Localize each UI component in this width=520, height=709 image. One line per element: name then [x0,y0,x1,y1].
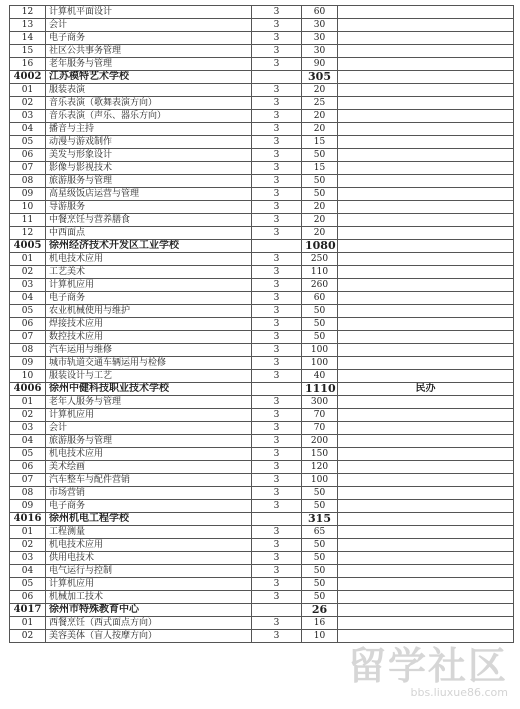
remark [338,357,514,370]
enrollment-quota: 20 [302,110,338,123]
major-name: 服装设计与工艺 [46,370,252,383]
study-years: 3 [252,292,302,305]
remark [338,175,514,188]
table-row [10,123,514,136]
major-code: 06 [10,591,46,604]
study-years: 3 [252,539,302,552]
remark [338,253,514,266]
major-name: 中西面点 [46,227,252,240]
school-row [10,513,514,526]
major-code: 03 [10,110,46,123]
remark [338,110,514,123]
enrollment-quota: 120 [302,461,338,474]
remark [338,578,514,591]
enrollment-quota: 60 [302,292,338,305]
major-code: 05 [10,136,46,149]
major-code: 10 [10,201,46,214]
major-code: 06 [10,149,46,162]
table-row [10,305,514,318]
study-years: 3 [252,565,302,578]
remark [338,305,514,318]
major-code: 01 [10,396,46,409]
remark [338,474,514,487]
table-row [10,292,514,305]
remark [338,487,514,500]
major-code: 01 [10,84,46,97]
major-name: 供用电技术 [46,552,252,565]
major-code: 07 [10,474,46,487]
remark [338,552,514,565]
study-years: 3 [252,253,302,266]
table-row [10,630,514,643]
remark [338,97,514,110]
study-years: 3 [252,344,302,357]
enrollment-quota: 65 [302,526,338,539]
major-code: 03 [10,422,46,435]
enrollment-quota: 20 [302,84,338,97]
major-name: 美发与形象设计 [46,149,252,162]
school-name: 徐州机电工程学校 [46,513,252,526]
major-name: 高星级饭店运营与管理 [46,188,252,201]
school-row [10,240,514,253]
remark: 民办 [338,383,514,396]
enrollment-quota: 15 [302,162,338,175]
major-code: 02 [10,409,46,422]
major-code: 07 [10,162,46,175]
study-years: 3 [252,552,302,565]
major-name: 城市轨道交通车辆运用与检修 [46,357,252,370]
study-years: 3 [252,526,302,539]
remark [338,279,514,292]
table-row [10,487,514,500]
major-name: 计算机应用 [46,409,252,422]
watermark [348,635,508,699]
remark [338,617,514,630]
remark [338,630,514,643]
table-row [10,162,514,175]
major-code: 16 [10,58,46,71]
major-name: 计算机应用 [46,279,252,292]
major-name: 音乐表演（声乐、器乐方向） [46,110,252,123]
major-name: 旅游服务与管理 [46,175,252,188]
study-years: 3 [252,487,302,500]
study-years: 3 [252,6,302,19]
table-body [10,6,514,643]
table-row [10,19,514,32]
study-years: 3 [252,162,302,175]
table-row [10,565,514,578]
major-name: 中餐烹饪与营养膳食 [46,214,252,227]
major-code: 02 [10,539,46,552]
major-name: 会计 [46,19,252,32]
major-name: 电气运行与控制 [46,565,252,578]
major-code: 02 [10,266,46,279]
study-years [252,240,302,253]
school-name: 江苏模特艺术学校 [46,71,252,84]
table-row [10,201,514,214]
study-years: 3 [252,305,302,318]
major-name: 导游服务 [46,201,252,214]
major-code: 01 [10,617,46,630]
table-row [10,279,514,292]
study-years: 3 [252,84,302,97]
enrollment-quota: 50 [302,188,338,201]
major-code: 15 [10,45,46,58]
enrollment-quota: 50 [302,539,338,552]
remark [338,123,514,136]
enrollment-quota: 50 [302,175,338,188]
major-name: 美术绘画 [46,461,252,474]
major-name: 计算机应用 [46,578,252,591]
remark [338,266,514,279]
remark [338,149,514,162]
study-years: 3 [252,461,302,474]
study-years [252,71,302,84]
enrollment-quota: 260 [302,279,338,292]
table-row [10,318,514,331]
school-code: 4017 [10,604,46,617]
school-code: 4005 [10,240,46,253]
table-row [10,370,514,383]
major-code: 03 [10,552,46,565]
study-years: 3 [252,123,302,136]
remark [338,591,514,604]
enrollment-quota: 110 [302,266,338,279]
enrollment-quota: 20 [302,123,338,136]
major-name: 机电技术应用 [46,448,252,461]
remark [338,240,514,253]
enrollment-quota: 30 [302,45,338,58]
study-years: 3 [252,58,302,71]
enrollment-quota: 1110 [302,383,338,396]
enrollment-quota: 25 [302,97,338,110]
remark [338,71,514,84]
major-code: 04 [10,435,46,448]
table-row [10,435,514,448]
major-name: 影像与影视技术 [46,162,252,175]
major-code: 04 [10,123,46,136]
table-row [10,214,514,227]
major-name: 动漫与游戏制作 [46,136,252,149]
table-row [10,422,514,435]
study-years: 3 [252,32,302,45]
remark [338,162,514,175]
remark [338,136,514,149]
enrollment-quota: 20 [302,201,338,214]
remark [338,201,514,214]
major-code: 05 [10,448,46,461]
major-name: 市场营销 [46,487,252,500]
enrollment-quota: 250 [302,253,338,266]
school-code: 4002 [10,71,46,84]
major-name: 西餐烹饪（西式面点方向） [46,617,252,630]
table-row [10,591,514,604]
major-name: 播音与主持 [46,123,252,136]
study-years [252,513,302,526]
enrollment-quota: 50 [302,331,338,344]
enrollment-quota: 50 [302,565,338,578]
table-row [10,357,514,370]
major-code: 08 [10,487,46,500]
study-years: 3 [252,45,302,58]
study-years: 3 [252,266,302,279]
study-years: 3 [252,188,302,201]
major-name: 汽车整车与配件营销 [46,474,252,487]
remark [338,409,514,422]
major-name: 音乐表演（歌舞表演方向） [46,97,252,110]
remark [338,227,514,240]
table-row [10,97,514,110]
study-years: 3 [252,97,302,110]
remark [338,526,514,539]
enrollment-quota: 50 [302,487,338,500]
table-row [10,188,514,201]
watermark-url: bbs.liuxue86.com [410,686,508,699]
remark [338,539,514,552]
enrollment-quota: 70 [302,422,338,435]
table-row [10,32,514,45]
major-code: 02 [10,97,46,110]
study-years: 3 [252,591,302,604]
remark [338,396,514,409]
enrollment-quota: 16 [302,617,338,630]
enrollment-quota: 50 [302,500,338,513]
study-years: 3 [252,318,302,331]
table-row [10,461,514,474]
enrollment-quota: 70 [302,409,338,422]
table-row [10,474,514,487]
study-years: 3 [252,110,302,123]
major-code: 02 [10,630,46,643]
enrollment-quota: 50 [302,591,338,604]
study-years: 3 [252,474,302,487]
major-name: 工程测量 [46,526,252,539]
study-years: 3 [252,214,302,227]
study-years: 3 [252,331,302,344]
school-code: 4016 [10,513,46,526]
table-row [10,6,514,19]
major-code: 11 [10,214,46,227]
enrollment-quota: 50 [302,149,338,162]
major-name: 会计 [46,422,252,435]
enrollment-quota: 20 [302,227,338,240]
remark [338,370,514,383]
study-years: 3 [252,578,302,591]
study-years: 3 [252,630,302,643]
remark [338,292,514,305]
remark [338,461,514,474]
remark [338,422,514,435]
enrollment-quota: 50 [302,578,338,591]
major-name: 工艺美术 [46,266,252,279]
table-row [10,344,514,357]
remark [338,6,514,19]
study-years: 3 [252,448,302,461]
major-name: 社区公共事务管理 [46,45,252,58]
table-row [10,149,514,162]
table-row [10,175,514,188]
enrollment-quota: 1080 [302,240,338,253]
major-code: 09 [10,500,46,513]
study-years: 3 [252,279,302,292]
remark [338,435,514,448]
major-name: 老年服务与管理 [46,58,252,71]
major-name: 机电技术应用 [46,539,252,552]
enrollment-quota: 100 [302,344,338,357]
major-code: 07 [10,331,46,344]
enrollment-quota: 300 [302,396,338,409]
remark [338,500,514,513]
enrollment-quota: 26 [302,604,338,617]
major-name: 美容美体（盲人按摩方向） [46,630,252,643]
enrollment-quota: 20 [302,214,338,227]
major-name: 电子商务 [46,32,252,45]
study-years: 3 [252,227,302,240]
table-row [10,578,514,591]
table-row [10,617,514,630]
major-code: 12 [10,6,46,19]
table-row [10,136,514,149]
table-row [10,58,514,71]
major-name: 机电技术应用 [46,253,252,266]
major-name: 服装表演 [46,84,252,97]
table-row [10,253,514,266]
table-row [10,448,514,461]
major-code: 01 [10,253,46,266]
enrollment-quota: 305 [302,71,338,84]
study-years [252,383,302,396]
table-row [10,266,514,279]
enrollment-quota: 15 [302,136,338,149]
table-row [10,110,514,123]
table-row [10,500,514,513]
study-years [252,604,302,617]
enrollment-quota: 50 [302,318,338,331]
remark [338,32,514,45]
school-row [10,604,514,617]
table-row [10,45,514,58]
enrollment-table [9,5,514,643]
remark [338,19,514,32]
enrollment-quota: 150 [302,448,338,461]
remark [338,188,514,201]
remark [338,604,514,617]
remark [338,58,514,71]
major-code: 06 [10,461,46,474]
major-code: 01 [10,526,46,539]
study-years: 3 [252,396,302,409]
major-code: 08 [10,344,46,357]
study-years: 3 [252,435,302,448]
school-name: 徐州市特殊教育中心 [46,604,252,617]
school-name: 徐州经济技术开发区工业学校 [46,240,252,253]
study-years: 3 [252,422,302,435]
major-name: 焊接技术应用 [46,318,252,331]
enrollment-quota: 90 [302,58,338,71]
major-name: 老年人服务与管理 [46,396,252,409]
major-code: 04 [10,292,46,305]
major-name: 电子商务 [46,292,252,305]
remark [338,565,514,578]
table-row [10,396,514,409]
major-code: 10 [10,370,46,383]
enrollment-quota: 50 [302,552,338,565]
enrollment-quota: 100 [302,474,338,487]
remark [338,344,514,357]
study-years: 3 [252,357,302,370]
enrollment-quota: 30 [302,32,338,45]
remark [338,513,514,526]
major-code: 05 [10,578,46,591]
major-name: 旅游服务与管理 [46,435,252,448]
table-row [10,227,514,240]
study-years: 3 [252,19,302,32]
school-code: 4006 [10,383,46,396]
enrollment-quota: 60 [302,6,338,19]
major-name: 农业机械使用与维护 [46,305,252,318]
remark [338,448,514,461]
major-code: 08 [10,175,46,188]
remark [338,45,514,58]
major-name: 汽车运用与维修 [46,344,252,357]
study-years: 3 [252,370,302,383]
remark [338,214,514,227]
major-code: 14 [10,32,46,45]
major-name: 计算机平面设计 [46,6,252,19]
table-row [10,539,514,552]
school-row [10,383,514,396]
school-name: 徐州中健科技职业技术学校 [46,383,252,396]
remark [338,318,514,331]
watermark-main: 留学社区 [347,644,508,688]
enrollment-quota: 50 [302,305,338,318]
major-code: 12 [10,227,46,240]
major-code: 04 [10,565,46,578]
table-row [10,552,514,565]
major-name: 数控技术应用 [46,331,252,344]
table-row [10,331,514,344]
enrollment-quota: 200 [302,435,338,448]
enrollment-quota: 100 [302,357,338,370]
major-code: 09 [10,188,46,201]
table-row [10,526,514,539]
study-years: 3 [252,149,302,162]
table-row [10,409,514,422]
major-name: 机械加工技术 [46,591,252,604]
major-code: 09 [10,357,46,370]
school-row [10,71,514,84]
table-row [10,84,514,97]
study-years: 3 [252,500,302,513]
major-code: 06 [10,318,46,331]
remark [338,84,514,97]
major-code: 13 [10,19,46,32]
study-years: 3 [252,175,302,188]
study-years: 3 [252,617,302,630]
study-years: 3 [252,201,302,214]
study-years: 3 [252,409,302,422]
enrollment-quota: 10 [302,630,338,643]
major-code: 05 [10,305,46,318]
enrollment-quota: 315 [302,513,338,526]
enrollment-quota: 30 [302,19,338,32]
major-name: 电子商务 [46,500,252,513]
remark [338,331,514,344]
major-code: 03 [10,279,46,292]
study-years: 3 [252,136,302,149]
enrollment-quota: 40 [302,370,338,383]
